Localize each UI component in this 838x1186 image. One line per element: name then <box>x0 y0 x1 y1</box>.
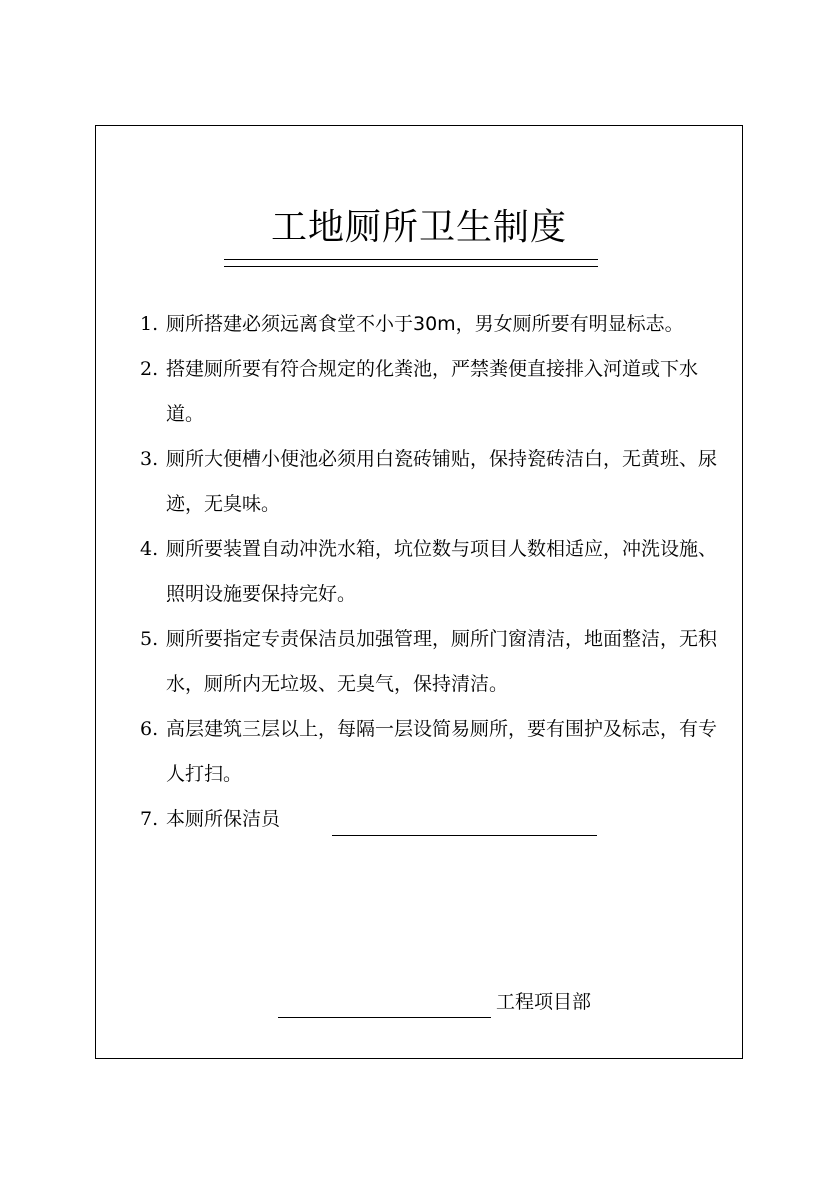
signoff-label: 工程项目部 <box>496 991 592 1013</box>
rule-number: 2. <box>140 358 159 380</box>
rule-text: 高层建筑三层以上，每隔一层设简易厕所，要有围护及标志，有专人打扫。 <box>166 718 718 785</box>
rule-item-5 <box>140 617 730 707</box>
rule-item-4 <box>140 527 730 617</box>
rule-text: 厕所要指定专责保洁员加强管理，厕所门窗清洁，地面整洁，无积水，厕所内无垃圾、无臭气，保持清洁。 <box>166 628 718 695</box>
rule-item-1 <box>140 302 730 347</box>
title-double-underline <box>224 259 598 267</box>
rule-number: 4. <box>140 538 159 560</box>
rule-item-7 <box>140 797 730 842</box>
rule-number: 5. <box>140 628 159 650</box>
rule-number: 7. <box>140 808 159 830</box>
signoff-blank-line[interactable] <box>278 1017 491 1018</box>
rules-list <box>140 302 730 842</box>
rule-item-3 <box>140 437 730 527</box>
rule-number: 6. <box>140 718 159 740</box>
rule-text: 厕所搭建必须远离食堂不小于30m，男女厕所要有明显标志。 <box>166 313 684 335</box>
rule-item-2 <box>140 347 730 437</box>
rule-text: 搭建厕所要有符合规定的化粪池，严禁粪便直接排入河道或下水道。 <box>166 358 699 425</box>
rule-text: 厕所大便槽小便池必须用白瓷砖铺贴，保持瓷砖洁白，无黄班、尿迹，无臭味。 <box>166 448 718 515</box>
rule-text: 厕所要装置自动冲洗水箱，坑位数与项目人数相适应，冲洗设施、照明设施要保持完好。 <box>166 538 718 605</box>
rule-item-6 <box>140 707 730 797</box>
document-title: 工地厕所卫生制度 <box>270 207 567 248</box>
cleaner-name-blank[interactable] <box>332 835 597 836</box>
rule-number: 3. <box>140 448 159 470</box>
cleaner-label: 本厕所保洁员 <box>166 808 281 830</box>
signoff <box>278 980 638 1025</box>
rule-number: 1. <box>140 313 159 335</box>
